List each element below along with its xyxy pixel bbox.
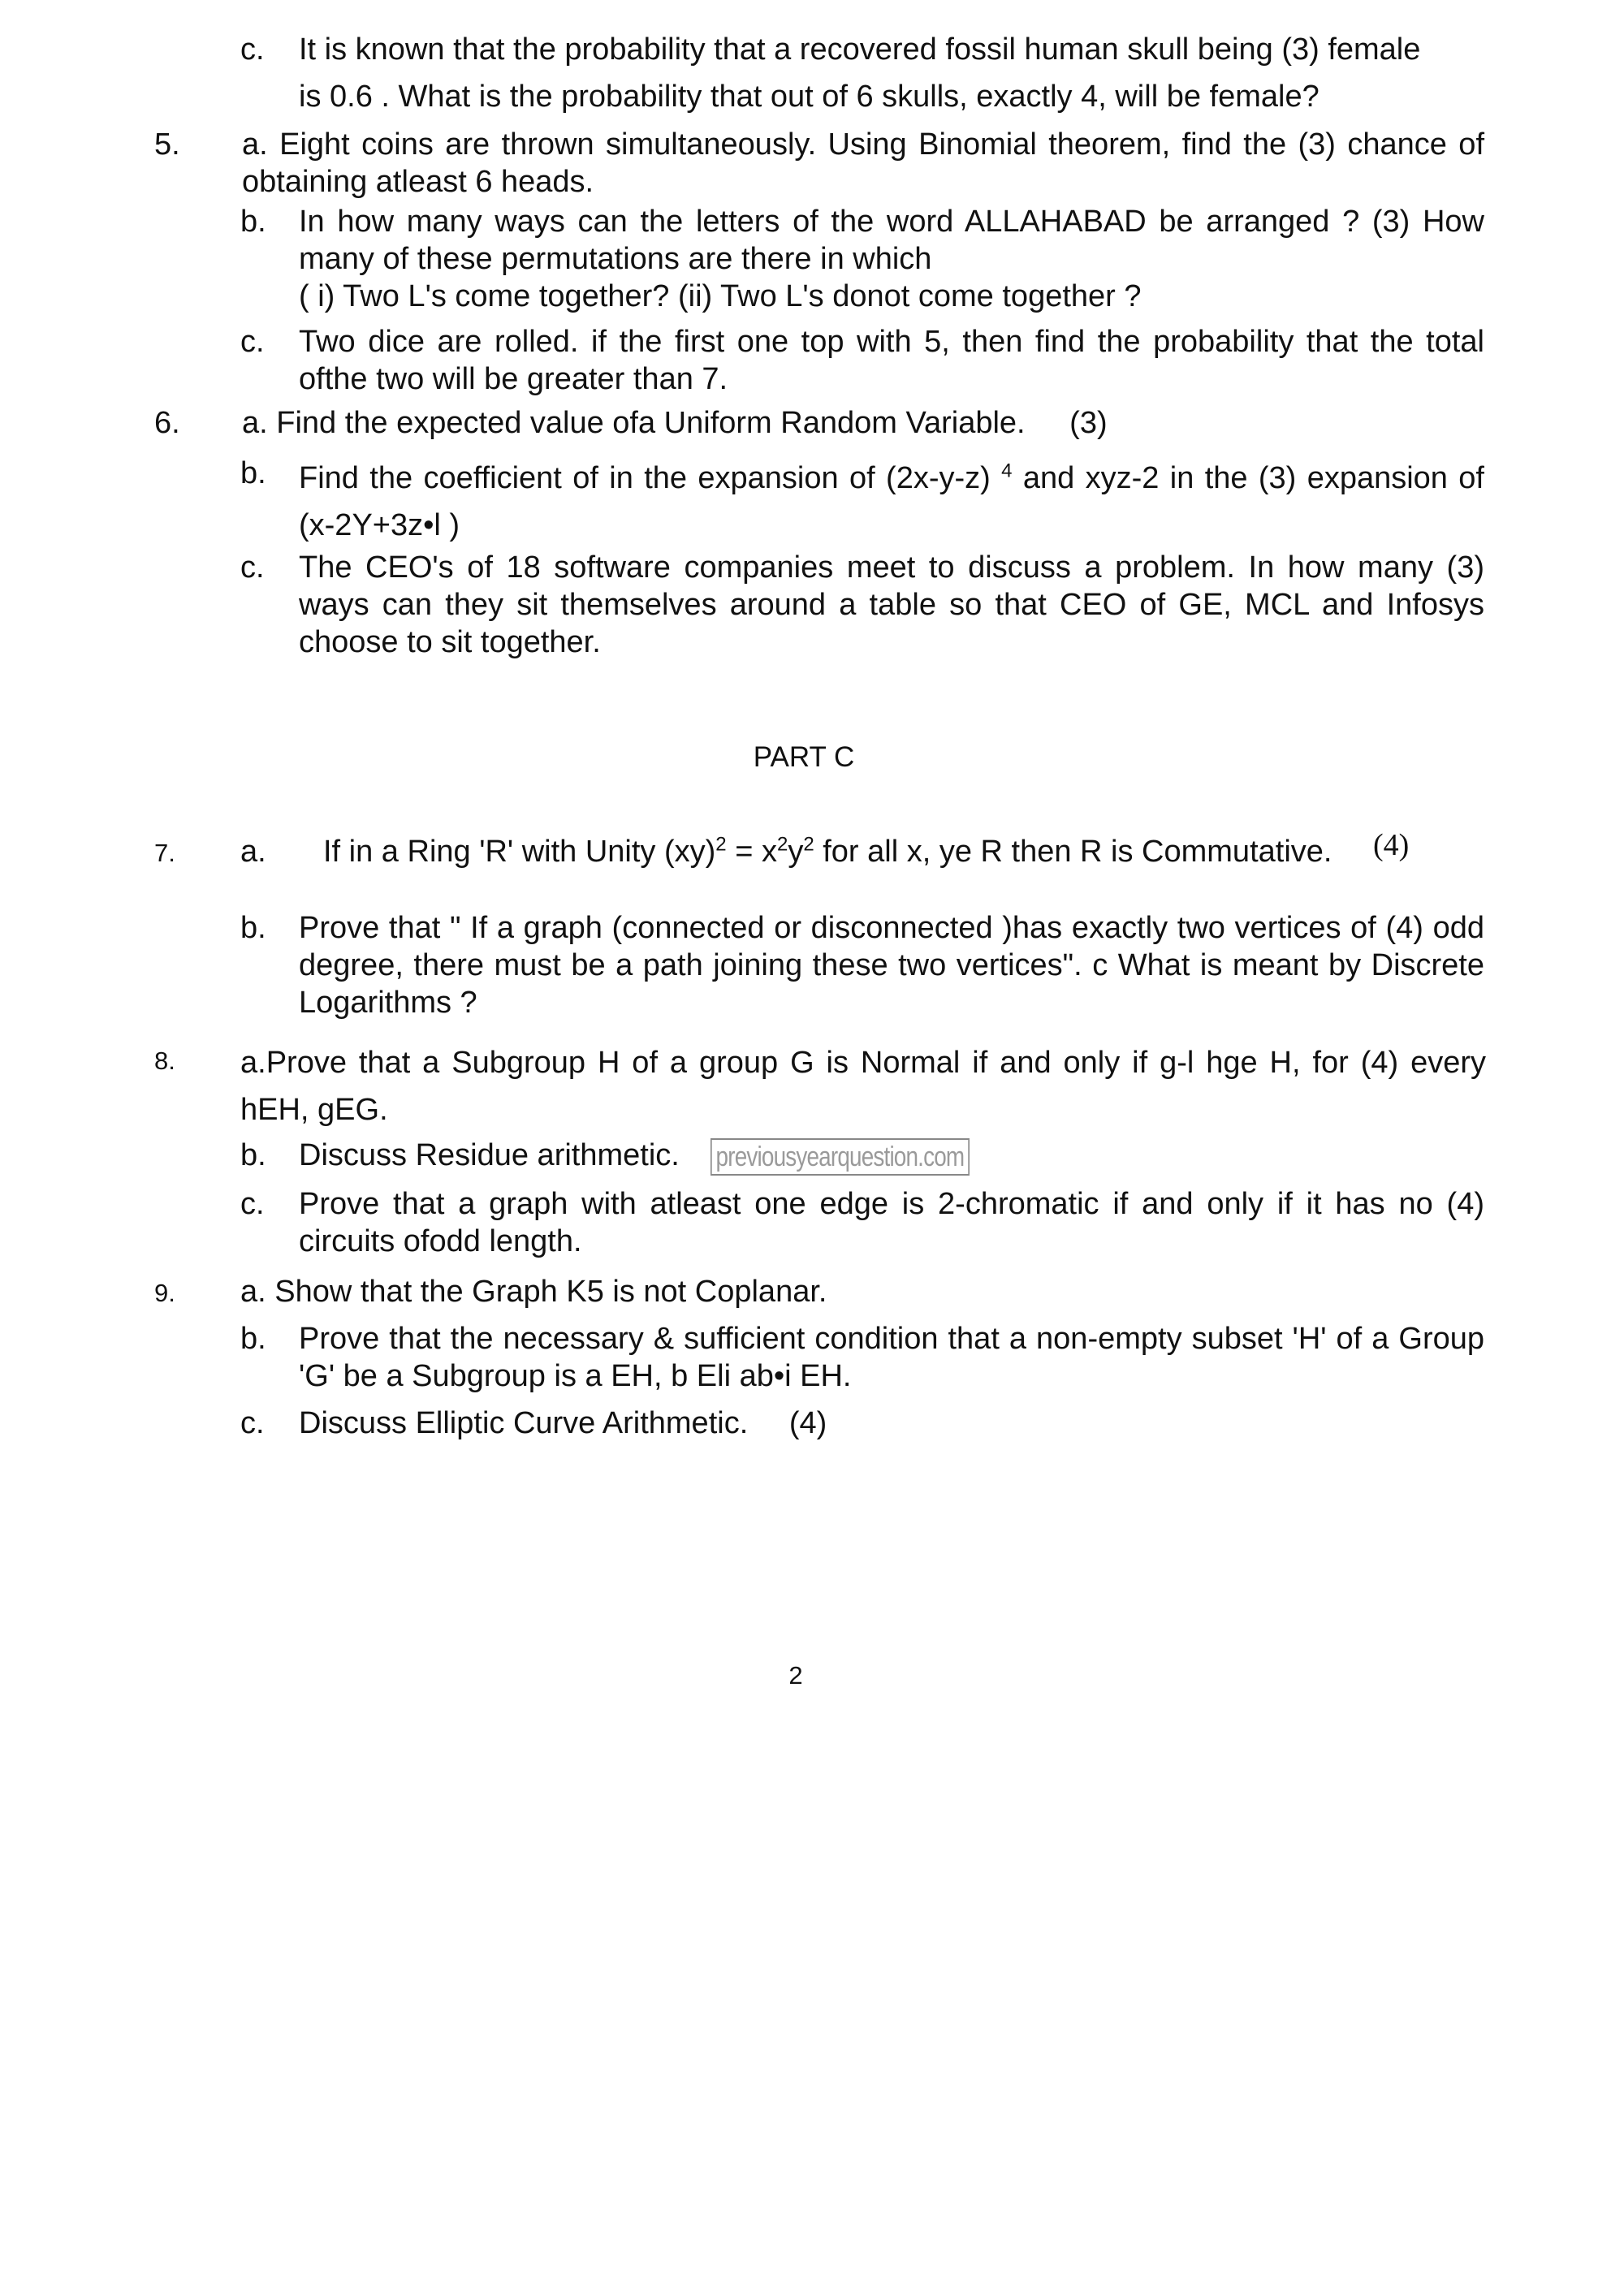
q8b-letter: b.	[240, 1138, 266, 1172]
q7b-letter: b.	[240, 911, 266, 945]
q9c-question	[299, 1405, 1484, 1442]
q5a-question: a. Eight coins are thrown simultaneously. Using Binomial theorem, find the (3) chance of obtaining atleast 6 heads.	[242, 127, 1484, 199]
q6c-question: The CEO's of 18 software companies meet to discuss a problem. In how many (3) ways can they sit themselves around a table so that CEO of GE, MCL and Infosys choose to sit together.	[299, 550, 1484, 659]
q7-number: 7.	[154, 839, 175, 867]
q7a-post: for all x, ye R then R is Commutative.	[814, 835, 1332, 869]
q8c-question: Prove that a graph with atleast one edge is 2-chromatic if and only if it has no (4) circuits ofodd length.	[299, 1187, 1484, 1258]
q8b-question	[299, 1137, 1484, 1176]
q5c-question: Two dice are rolled. if the first one top with 5, then find the probability that the total ofthe two will be greater than 7.	[299, 325, 1484, 396]
q9b-letter: b.	[240, 1322, 266, 1356]
q8a-question: a.Prove that a Subgroup H of a group G is Normal if and only if g-l hge H, for (4) every hEH, gEG.	[240, 1046, 1486, 1127]
q4c-letter: c.	[240, 32, 265, 67]
q6c-letter: c.	[240, 550, 265, 585]
q5b-question	[299, 203, 1484, 315]
q7a-pre: If in a Ring 'R' with Unity (xy)	[323, 835, 716, 869]
q9-number: 9.	[154, 1279, 175, 1307]
q5-number: 5.	[154, 127, 180, 162]
q7a-mid: = x	[726, 835, 777, 869]
q7a-question	[323, 828, 1492, 870]
q6a-question	[242, 404, 1484, 442]
q8c-letter: c.	[240, 1187, 265, 1221]
q8-number: 8.	[154, 1047, 175, 1075]
q5b-line-2: ( i) Two L's come together? (ii) Two L's donot come together ?	[299, 279, 1142, 313]
q7a-letter: a.	[240, 835, 266, 869]
q6b-question	[299, 455, 1484, 549]
q7a-sup-1: 2	[715, 833, 727, 856]
q7a-sup-2: 2	[776, 833, 788, 856]
part-c-heading: PART C	[753, 741, 855, 773]
q4c-question	[299, 31, 1484, 115]
q7a-sup-3: 2	[803, 833, 814, 856]
q6b-letter: b.	[240, 456, 266, 490]
q6b-sup: 4	[1001, 460, 1013, 482]
q4c-line-1: It is known that the probability that a recovered fossil human skull being (3) female	[299, 32, 1421, 67]
watermark-stamp: previousyearquestion.com	[710, 1138, 970, 1176]
q5b-letter: b.	[240, 205, 266, 239]
q9a-question: a. Show that the Graph K5 is not Coplanar.	[240, 1275, 827, 1309]
q9c-letter: c.	[240, 1406, 265, 1440]
q6a-marks: (3)	[1069, 406, 1108, 440]
q9c-marks: (4)	[788, 1406, 827, 1440]
q6a-text: a. Find the expected value ofa Uniform Random Variable.	[242, 406, 1026, 440]
q6b-pre: Find the coefficient of in the expansion of (2x-y-z)	[299, 461, 991, 495]
q9b-question: Prove that the necessary & sufficient condition that a non-empty subset 'H' of a Group 'G' be a Subgroup is a EH, b Eli ab•i EH.	[299, 1322, 1484, 1393]
q6b-post: and xyz-2 in the (3) expansion of (x-2Y+3z•l )	[299, 461, 1484, 542]
q7b-question: Prove that " If a graph (connected or disconnected )has exactly two vertices of (4) odd degree, there must be a path joining these two vertices". c What is meant by Discrete Logarithms ?	[299, 911, 1484, 1020]
q7a-mid-2: y	[788, 835, 804, 869]
page-number: 2	[788, 1661, 803, 1690]
q5c-letter: c.	[240, 325, 265, 359]
q4c-line-2: is 0.6 . What is the probability that out of 6 skulls, exactly 4, will be female?	[299, 80, 1320, 114]
q6-number: 6.	[154, 406, 180, 440]
q8b-text: Discuss Residue arithmetic.	[299, 1138, 680, 1172]
q5b-line-1: In how many ways can the letters of the word ALLAHABAD be arranged ? (3) How many of these permutations are there in which	[299, 205, 1484, 276]
q9c-text: Discuss Elliptic Curve Arithmetic.	[299, 1406, 749, 1440]
q7a-marks: (4)	[1373, 828, 1410, 862]
